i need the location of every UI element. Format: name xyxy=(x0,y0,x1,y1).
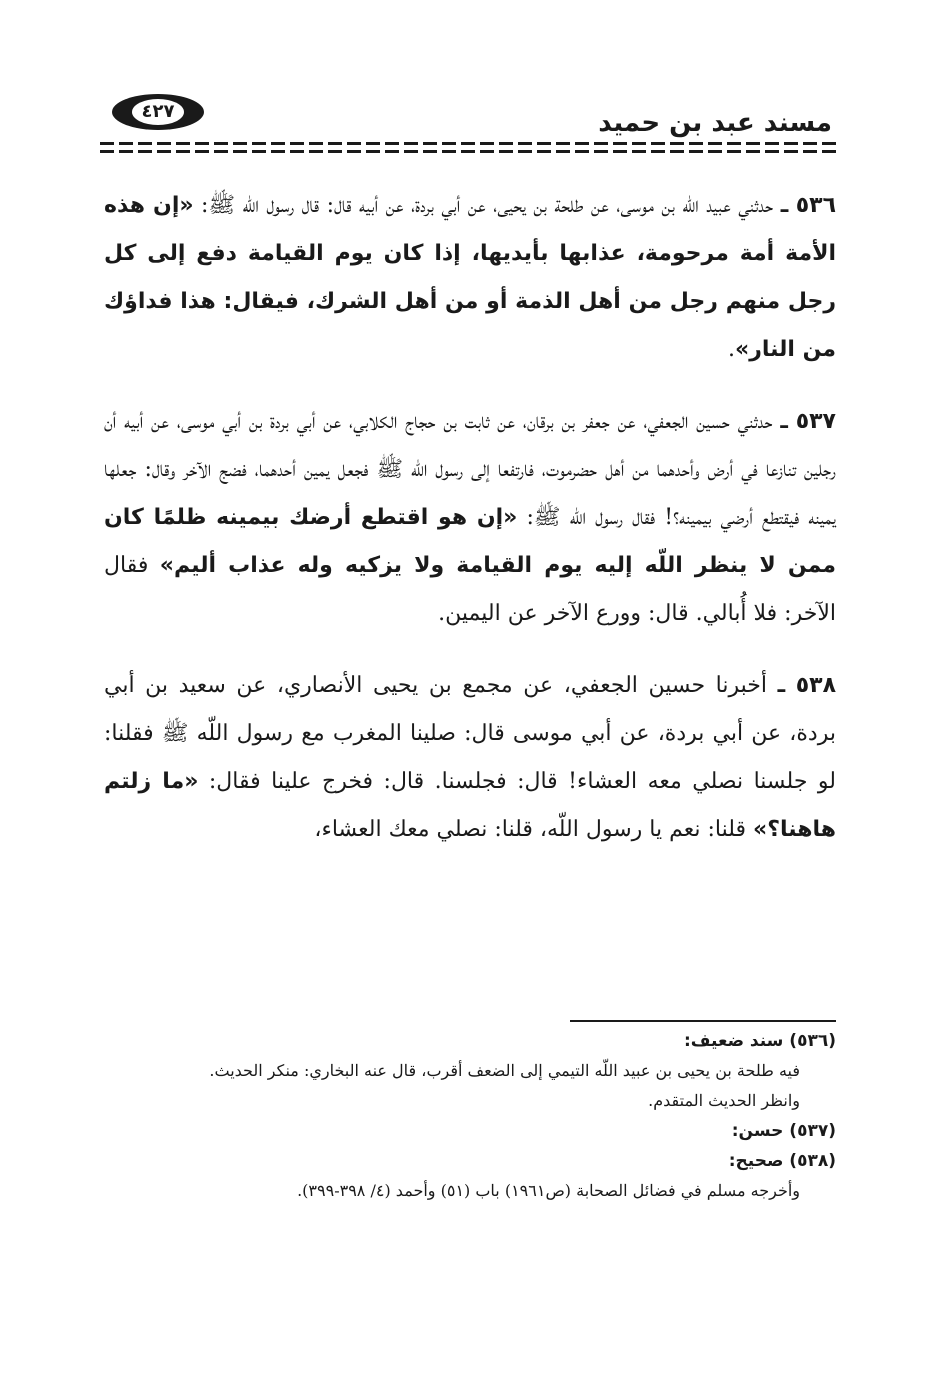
hadith-number: ٥٣٦ xyxy=(795,193,837,218)
footnote-536-line: فيه طلحة بن يحيى بن عبيد اللّه التيمي إلى الضعف أقرب، قال عنه البخاري: منكر الحديث. xyxy=(209,1061,800,1080)
footnote-separator xyxy=(570,1020,836,1022)
footnote-537-head: (٥٣٧) حسن: xyxy=(731,1121,836,1141)
footnotes xyxy=(104,1026,836,1206)
footnote-538-line: وأخرجه مسلم في فضائل الصحابة (ص١٩٦١) باب (٥١) وأحمد (٤/ ٣٩٨-٣٩٩). xyxy=(297,1181,800,1200)
hadith-number: ٥٣٧ xyxy=(795,409,836,434)
footnote-536-head: (٥٣٦) سند ضعيف: xyxy=(683,1031,836,1051)
hadith-text: أخبرنا حسين الجعفي، عن مجمع بن يحيى الأنصاري، عن سعيد بن أبي بردة، عن أبي بردة، عن أبي موسى قال: صلينا المغرب مع رسول اللّه ﷺ فقلنا: لو جلسنا نصلي معه العشاء! قال: فجلسنا. قال: فخرج علينا فقال: xyxy=(104,673,836,794)
header-rule-bottom xyxy=(100,150,840,153)
hadith-text-end: فقال الآخر: فلا أُبالي. قال: وورع الآخر عن اليمين. xyxy=(104,553,836,626)
hadith-prophetic-words: «إن هذه الأمة أمة مرحومة، عذابها بأيديها، إذا كان يوم القيامة دفع إلى كل رجل منهم رجل من أهل الذمة أو من أهل الشرك، فيقال: هذا فداؤك من النار» xyxy=(104,193,836,362)
hadith-text-end: . xyxy=(728,337,735,362)
header-rule-top xyxy=(100,142,840,145)
book-title: مسند عبد بن حميد xyxy=(598,108,832,138)
hadith-text: حدثني عبيد اللّه بن موسى، عن طلحة بن يحيى، عن أبي بردة، عن أبيه قال: قال رسول اللّه ﷺ: xyxy=(193,193,774,218)
hadith-dash: ـ xyxy=(780,193,789,218)
footnote-538-head: (٥٣٨) صحيح: xyxy=(728,1151,836,1171)
page-number: ٤٢٧ xyxy=(132,99,184,125)
hadith-prophetic-words: «إن هو اقتطع أرضك بيمينه ظلمًا كان ممن لا ينظر اللّه إليه يوم القيامة ولا يزكيه وله عذاب أليم» xyxy=(104,505,837,578)
page-header xyxy=(100,88,840,148)
hadith-text-end: قلنا: نعم يا رسول اللّه، قلنا: نصلي معك العشاء، xyxy=(314,817,754,842)
hadith-dash: ـ xyxy=(777,673,786,698)
hadith-text: حدثني حسين الجعفي، عن جعفر بن برقان، عن ثابت بن حجاج الكلابي، عن أبي بردة بن أبي موسى، عن أبيه أن رجلين تنازعا في أرض وأحدهما من أهل حضرموت، فارتفعا إلى رسول اللّه ﷺ فجعل يمين أحدهما، فضج الآخر وقال: جعلها يمينه فيقتطع أرضي بيمينه؟! فقال رسول اللّه ﷺ: xyxy=(104,409,836,530)
footnote-536-line: وانظر الحديث المتقدم. xyxy=(648,1091,800,1110)
hadith-536 xyxy=(104,182,836,374)
hadith-dash: ـ xyxy=(780,409,788,434)
page-number-badge xyxy=(112,94,204,130)
hadith-prophetic-words: «ما زلتم هاهنا؟» xyxy=(104,769,836,842)
main-text xyxy=(104,182,836,878)
hadith-537 xyxy=(104,398,836,638)
hadith-number: ٥٣٨ xyxy=(795,673,837,698)
hadith-538 xyxy=(104,662,836,854)
